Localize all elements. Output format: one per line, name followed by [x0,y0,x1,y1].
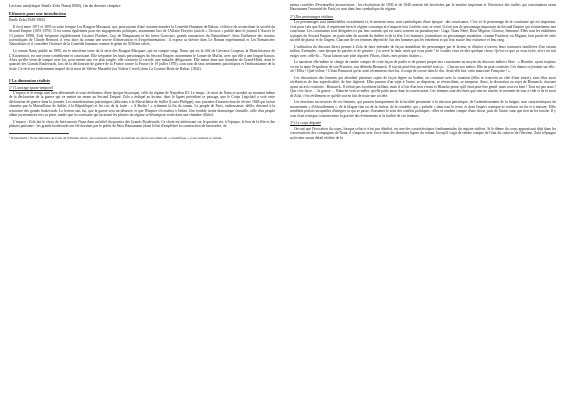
corps-paragraph: On sait que l'évocation du corps, lorsque celui-ci n'est pas idéalisé, est une des caractéristiques fondamentales du registre réaliste. Si le thème du corps apparaissait déjà dans les conversations des compagnes de Nana, il s'impose avec force dans les dernières lignes du roman, lorsqu'il s'agit de rendre compte de l'état du cadavre de l'héroïne. Zola n'épargne au lecteur aucun détail réaliste de la [290,126,556,140]
intro-heading: Eléments pour une introduction [9,11,66,16]
continuation-paragraph: mieux contrôler d'éventuelles insurrections : les révolutions de 1830 et de 1848 avaient été favorisées par le nombre important et l'étroitesse des ruelles qui constituaient avant Haussmann l'essentiel de Paris) et sont dans leur symbolique du régime. [290,3,556,12]
intro-paragraph-2: Le roman Nana, publié en 1880, est le neuvième tome de la série des Rougon-Macquart, qui en compte vingt. Nana, qui est la fille de Gervaise Coupeau, la Blanchisseuse de L'Assommoir, est une jeune comédienne et courtisane. Elle fréquente les hauts personnages du Second Empire, notamment le Comte de Muffat, avec qui elle a une longue liaison. Alors qu'elle vient de rompre avec lui, pour mener une vie plus rangée, elle contracte la variole, une maladie défigurante. Elle meurt dans une chambre du Grand-Hôtel, dans le quartier des Grands Boulevards, lors de la déclaration de guerre de la France contre la Prusse (le 19 juillet 1870), sous tant de faux sentiments patriotiques et l'enthousiasme de la foule. Ce récit est évidemment inspiré de la mort de Valérie Marneffe (ou Valérie Crevel) dans La Cousine Bette de Balzac (1842). [9,49,275,71]
personnages-paragraph-1: Les personnages sont identifiables socialement et, le moment venu, sont symboliques d'une époque : des courtisanes. C'est ici le personnage de la courtisane qui est important, c'est pour cela que Zola, il représente bien le régime corrompu et n'importe tout s'achète, tout se vend. Il n'est pas de personnage important du Second Empire qui n'entretienne une courtisane. Les courtisanes sont désignées ici par leur surnom, qui est aussi souvent un pseudonyme : Gaga, Tatan Néné, Rose Mignon, Clarisse, Simonne. Elles sont les emblèmes typiques du Second Empire, en particulier du monde du théâtre et de la fête. Les hommes, journalistes ou personnages mondains, comme Fauchery ou Mignon, font partie de cette société de plaisir et de l'argent. Chacune de ces femmes dépend de l'un des hommes qui les entretient et qui leur assure leur existence et leur rang. [290,20,556,43]
subheading-corps: 3°) Le corps dégradé [290,121,321,126]
ancrage-paragraph-1: L'espace et le temps sont bien déterminés et sont révélateurs d'une époque historique, celle du régime de Napoléon III. Le temps : le mort de Nana se produit au moment même de la déclaration de la guerre qui va mettre un terme au Second Empire. Zola a indiqué au lecteur, dans le lignes précédant ce passage, que le Corps Législatif a voté cette déclaration de guerre dans la journée. Les manifestations patriotiques (allusions à la Marseillaise de Juillet (Louis-Philippe), aux journées d'insurrection de février 1848 qui furent chantées par la Marseillaise de Juillet, à la République) et les cris de la foule : « A Berlin ! » rythment la fin du roman. Le peuple de Paris, enthousiaste, défile, descend à la rencontre des grands boulevards. Le lecteur sait, lui, que la guerre sera un désastre, et que l'Empire s'écroulera à Sedan. Une terrible ironie dramatique s'installe, celle d'un peuple allant joyeusement vers sa perte, tandis que la courtisane qui incarnait les plaisirs du régime se décompose seule dans une chambre d'hôtel. [9,91,275,118]
ancrage-paragraph-2: L'espace : Zola fait le choix de faire mourir Nana dans un hôtel du quartier des Grands Boulevards. Ce choix est intéressant car le quartier est, à l'époque, le lieu de la fête et des plaisirs parisiens : les grands boulevards ont été dessinés par le préfet de Paris Haussmann (dans le but d'empêcher la construction de barricades, de [9,119,275,129]
personnages-paragraph-2: L'utilisation du discours direct permet à Zola de faire entendre de façon immédiate les personnages par le lecteur et d'imiter à travers leurs tournures familières d'un certain milieu. Exemples : une époque de paroles et de griserie : j'ai crevé la faim, mais qui vous parle ! Je voulais vous en dire quelque chose. Qu'est-ce que ça vous fiche, m'a-t-on fait exiger avec celle-là… Nous faisons une jolie tripotée. Filons, filons, mes petites chattes ». [290,44,556,58]
author-name: Emile Zola (1840-1902) [9,18,45,22]
personnages-paragraph-5: Les réactions successives de ces femmes, qui passent brusquement de la lucidité pessimiste à la réaction patriotique, de l'attendrissement de la fatigue, sont caractéristiques du mouvement « d'échauffement », de la blague fine ou de la fiction, de la comédie, qui « préside » dans tout le texte, et dont l'aspect comique se renforce au fur et à mesure. Elles semblent parfois incapables d'intégrer ce qui se passe, d'assumer le sens des conflits politiques : elles se rendent compte d'une chose, puis de l'autre, sans que rien ne les touche. Il y a un écart ironique constant entre la gravité des événements et la futilité de ces femmes. [290,100,556,118]
left-column [9,3,275,142]
doc-title: Lecture analytique Emile Zola Nana(1880), fin du dernier chapitre [9,3,121,8]
personnages-paragraph-3: La narration elle-même se charge de rendre compte de cette façon de parler et de penser propre aux courtisanes au moyen du discours indirect libre : « Blanche, ayant toujours vu sur la tante l'expulsion de son Prussien, son défendu Bismarck. Il n'avait peut-être pas mérité tout ça… Chacun son métier. Elle ne peut contester. Ces dames se jetaient sur elle : oh ! Elles ! Quel voleur ! C'était Bismarck qu'on avait récemment chez lui, à coups de crosse dans le dos. Avait-elle fini, cette mauvaise Française ! ». [290,60,556,74]
intro-paragraph-1: Il écrit entre 1871 et 1893 sa vaste fresque Les Rougon-Macquart, qui, poursuivant d'une certaine manière la Comédie Humaine de Balzac, s'efforce de reconstituer la société du Second Empire (1851-1870). Il est connu également pour ses engagements politiques, notamment lors de l'Affaire Dreyfus (article « J'accuse » publié dans le journal L'Aurore le 13 janvier 1898). Zola fréquente régulièrement Gustave Flaubert, Guy de Maupassant et les frères Goncourt, grands romanciers du Naturalisme¹. Sous l'influence des travaux scientifiques de Claude Bernard, il veut faire du roman une œuvre d'observation et d'expérimentation : il expose sa théorie dans Le Roman expérimental et Les Romanciers Naturalistes et il considère l'écriture de la Comédie humaine comme le génie du XIXème siècle. [9,24,275,47]
section-heading: I La dimension réaliste [9,77,51,83]
footnote-rule [9,133,69,134]
subheading-personnages: 2°) Des personnages réalistes [290,14,334,19]
subheading-ancrage: 1°) L'ancrage spatio-temporel [9,85,53,90]
footnote: ¹ Naturalisme : Ecole littéraire de la fin du XIXème siècle, qui reprend le réalisme en mettant en œuvre une méthode « scientifique », pour restituer le réalité. [9,135,223,140]
personnages-paragraph-4: Les discussions des femmes qui abordent plusieurs sujets de façon légère ou badine, en contraste avec la situation (elles se trouvent au côté d'une morte), sont elles aussi révélatrices de leur superficialité, de leur légèreté. Elles passent d'un sujet à l'autre, se disputent, se réconcilient, se moquent. Ainsi, la discussion au sujet de Bismarck, chacune ayant un avis contraire : Bismarck. Il n'était pas forcément brillant, mais il a l'air d'un bon vivant et Blanche pense qu'il était peut-être gentil, mais tout est bien ! Tout est pas nous ! Que c'est farce … la guerre … Blanche veut se mêler, qu'elle parle aussi dans la conversation. Ces femmes sont des êtres que rien ne touche, le moment de tout à vide et de la mort de Zola, c'est réellement ce qu'elle sait en fait de toute une société. [290,75,556,98]
right-column [290,3,556,142]
